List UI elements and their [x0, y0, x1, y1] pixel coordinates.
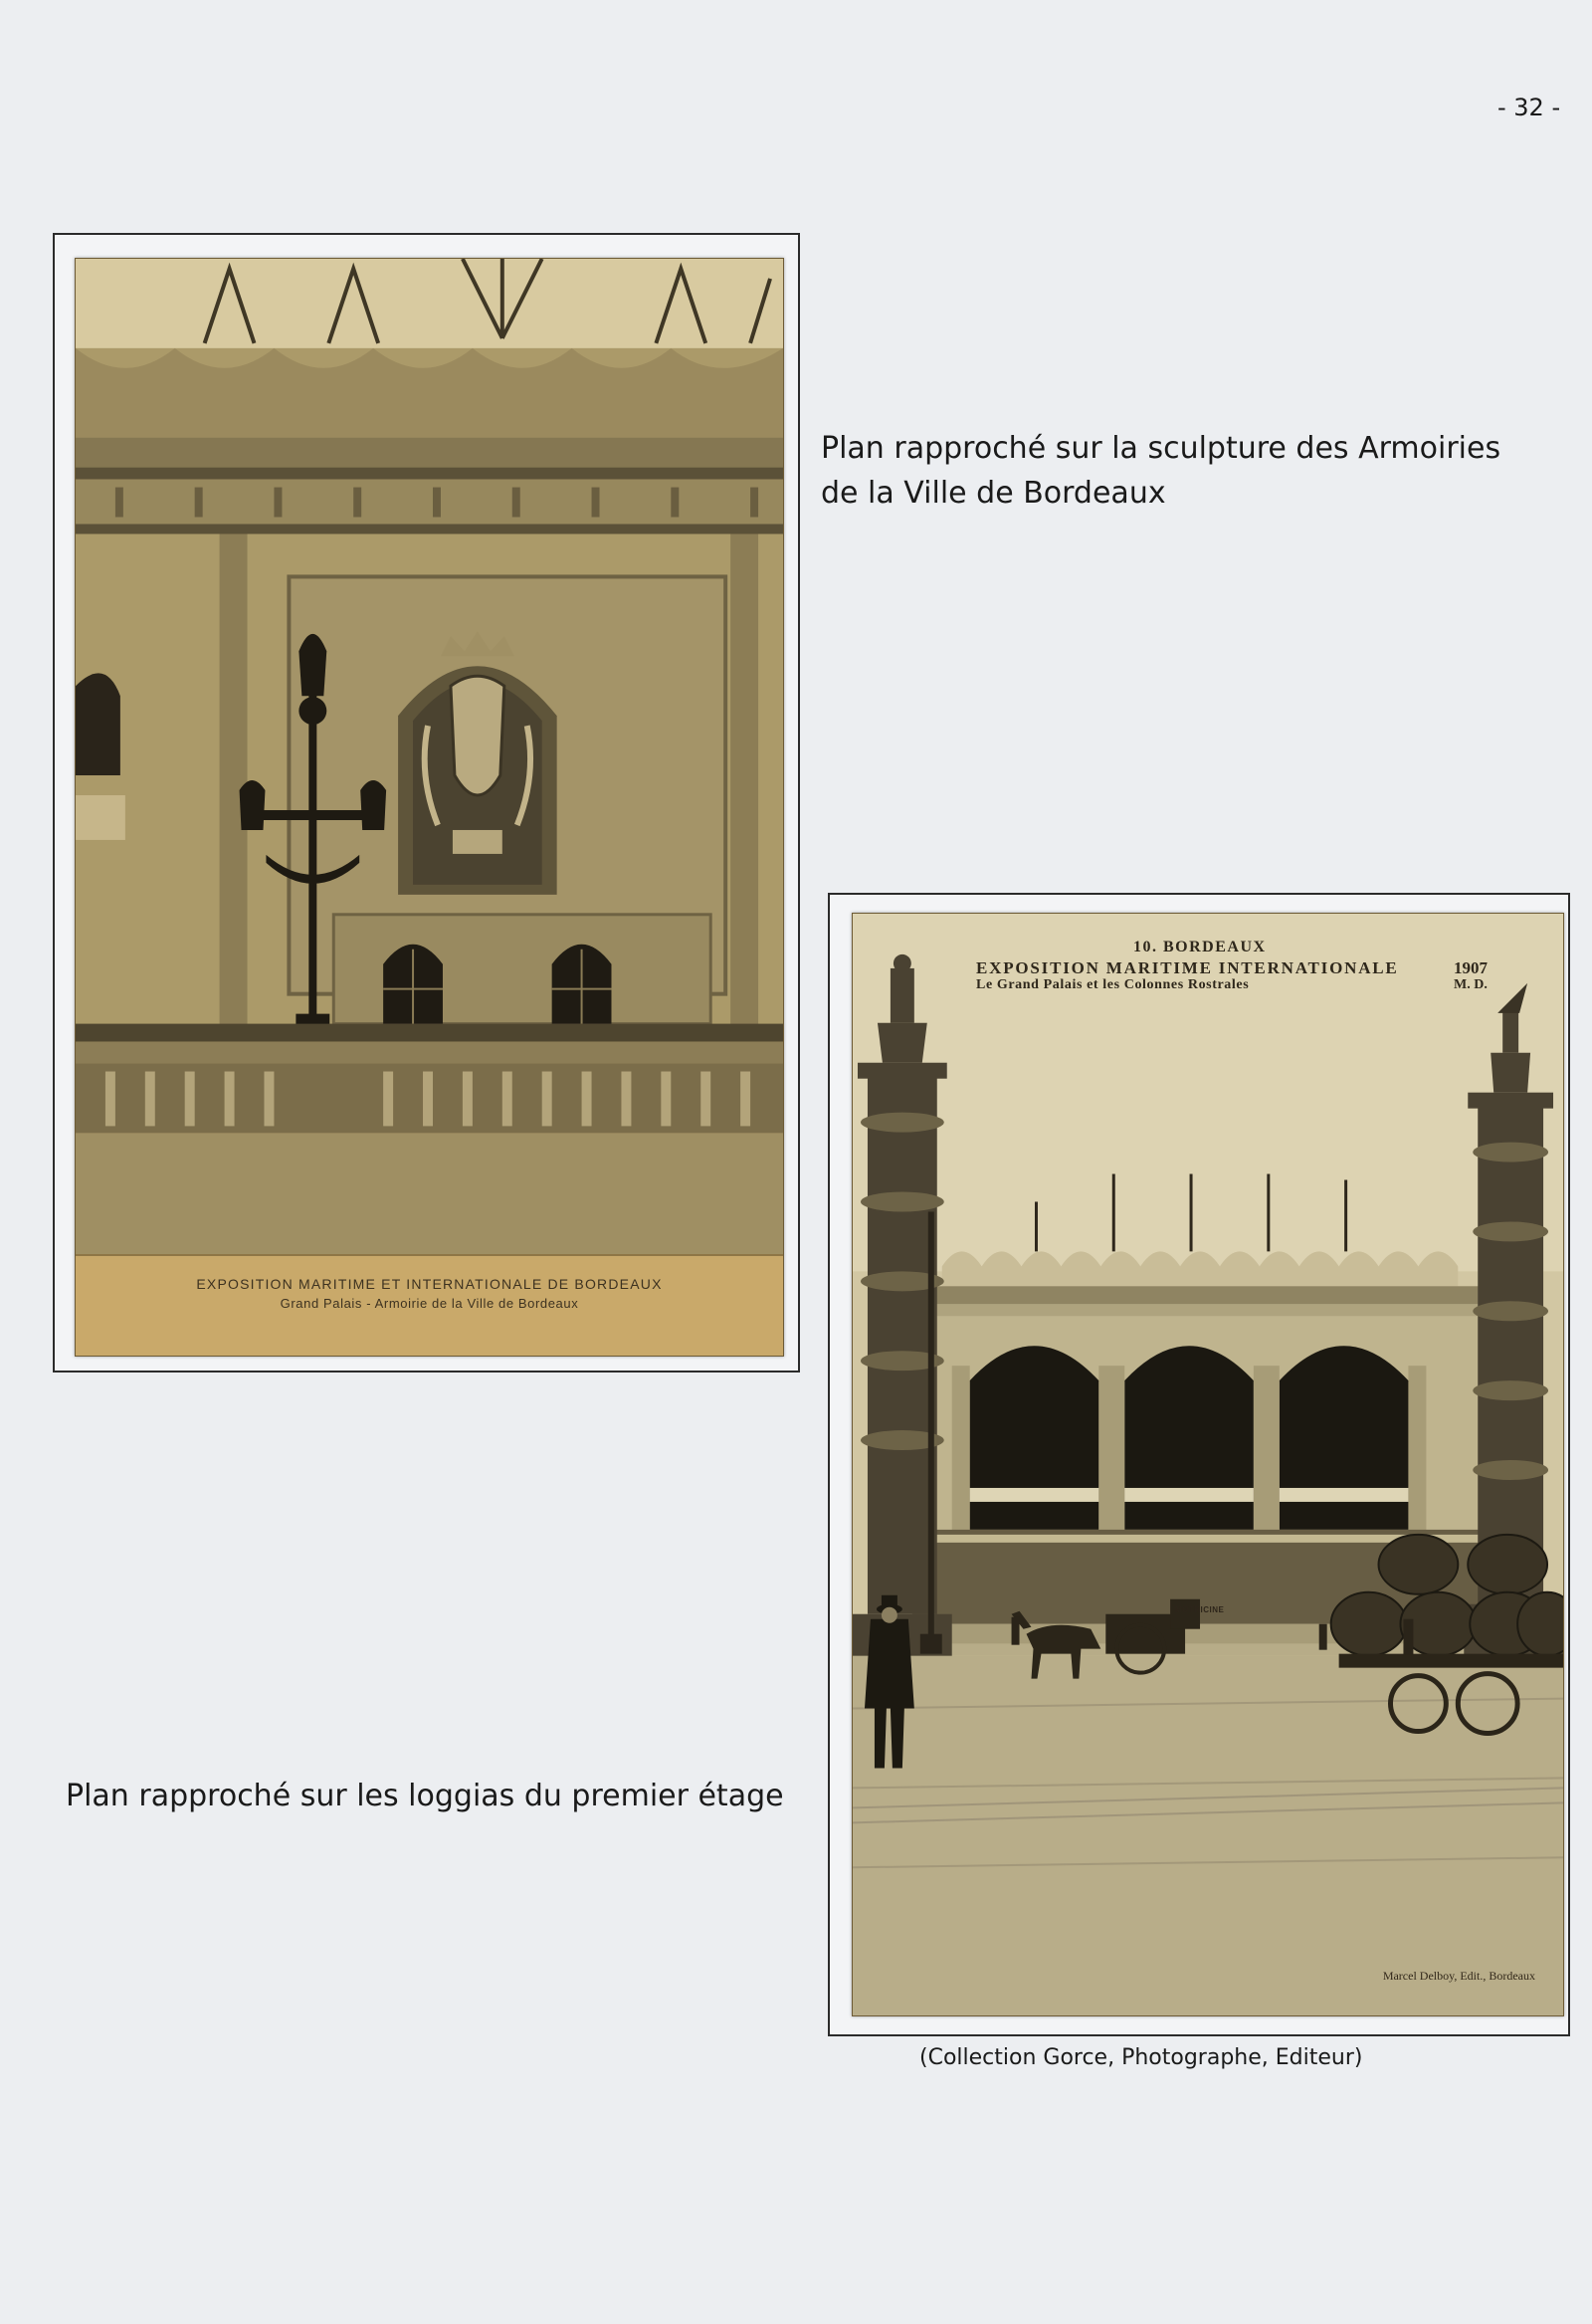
postcard-grand-palais-initials: M. D.	[1454, 977, 1488, 992]
postcard-grand-palais-year: 1907	[1454, 958, 1488, 977]
postcard-grand-palais-subtitle: Le Grand Palais et les Colonnes Rostrales	[976, 977, 1250, 992]
postcard-armoiries-photo	[76, 259, 783, 1356]
comment-armoiries-line-1: Plan rapproché sur la sculpture des Armoiries	[821, 431, 1501, 466]
postcard-grand-palais-title: EXPOSITION MARITIME INTERNATIONALE	[976, 958, 1399, 977]
postcard-armoiries-caption-line-1: EXPOSITION MARITIME ET INTERNATIONALE DE BORDEAUX	[196, 1276, 663, 1292]
postcard-armoiries	[75, 258, 784, 1357]
postcard-armoiries-caption	[76, 1254, 783, 1356]
postcard-armoiries-caption-line-2: Grand Palais - Armoirie de la Ville de Bordeaux	[280, 1296, 579, 1311]
page-number: - 32 -	[1497, 94, 1561, 121]
postcard-grand-palais-cart-sign: MOTRICINE	[1175, 1605, 1225, 1614]
postcard-grand-palais-series: 10. BORDEAUX	[1133, 939, 1267, 955]
comment-armoiries-line-2: de la Ville de Bordeaux	[821, 476, 1166, 511]
comment-loggias: Plan rapproché sur les loggias du premier étage	[66, 1779, 784, 1813]
postcard-grand-palais	[852, 913, 1564, 2016]
photo-credit: (Collection Gorce, Photographe, Editeur)	[919, 2045, 1363, 2070]
postcard-grand-palais-editor: Marcel Delboy, Edit., Bordeaux	[1382, 1969, 1535, 1983]
postcard-grand-palais-photo	[853, 914, 1563, 2015]
comment-armoiries	[821, 426, 1500, 516]
